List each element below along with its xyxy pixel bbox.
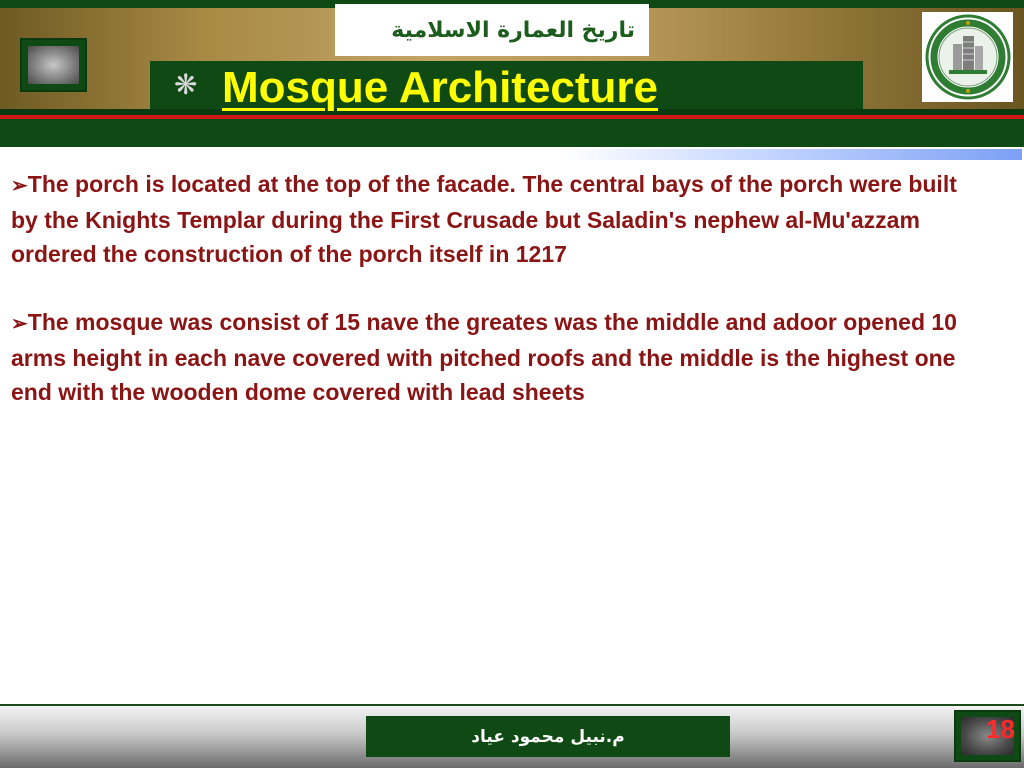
accent-gradient-line <box>560 149 1022 160</box>
slide-footer <box>0 704 1024 768</box>
university-seal <box>922 12 1013 102</box>
header-decorative-square <box>20 38 87 92</box>
title-bar <box>150 61 863 112</box>
bullet-text: The mosque was consist of 15 nave the greates was the middle and adoor opened 10 arms height in each nave covered with pitched roofs and the middle is the highest one end with the wooden dome covered with lead sheets <box>11 309 957 405</box>
author-name: م.نبيل محمود عياد <box>471 726 625 747</box>
slide-header <box>0 0 1024 147</box>
author-box <box>366 716 730 757</box>
asterisk-icon: ❋ <box>174 69 198 100</box>
header-green-band <box>0 119 1024 147</box>
arrow-bullet-icon: ➢ <box>11 175 28 197</box>
arabic-title-box <box>335 4 649 56</box>
square-gradient-icon <box>28 46 79 84</box>
slide-title: Mosque Architecture <box>222 63 659 112</box>
page-number-box <box>954 710 1021 762</box>
bullet-item <box>11 167 971 271</box>
page-number: 18 <box>986 714 1015 744</box>
slide-content <box>11 167 971 443</box>
bullet-text: The porch is located at the top of the facade. The central bays of the porch were built by the Knights Templar during the First Crusade but Saladin's nephew al-Mu'azzam ordered the construction of the porch itself in 1217 <box>11 171 957 267</box>
arrow-bullet-icon: ➢ <box>11 313 28 335</box>
bullet-item <box>11 305 971 409</box>
arabic-course-title: تاريخ العمارة الاسلامية <box>391 17 635 43</box>
university-seal-icon <box>925 14 1011 100</box>
